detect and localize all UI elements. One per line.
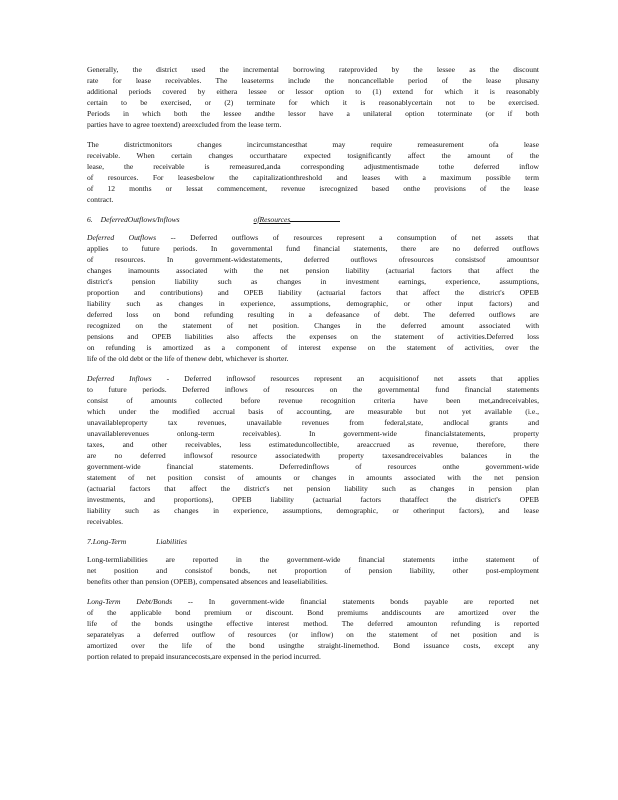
deferred-inflows-paragraph <box>87 373 539 527</box>
text-segment: - Deferred inflowsof resources represent an acquisitionof net assets that applies <box>166 374 539 383</box>
text-line: are no deferred inflowsof resource associatedwith property taxesandreceivables balances in the <box>87 451 539 460</box>
text-line: certain to be exercised, or (2) terminate for which it is reasonablycertain not to be exercised. <box>87 98 539 107</box>
text-line: investments, and proportions), OPEB liability (actuarial factors thataffect the district's OPEB <box>87 495 539 504</box>
text-line: lease, the receivable is remeasured,anda corresponding adjustmentismade tothe deferred inflow <box>87 162 539 171</box>
text-line: parties have to agree toextend) areexcluded from the lease term. <box>87 120 282 129</box>
section-6-heading <box>87 214 539 225</box>
page-content <box>87 64 539 671</box>
text-line <box>87 232 539 243</box>
text-line: life of the bonds usingthe effective interest method. The deferred amounton refunding is reported <box>87 619 539 628</box>
text-line: consist of amounts collected before revenue recognition criteria have been met,andreceivables, <box>87 396 539 405</box>
text-line: proportion and contributions) and OPEB liability (actuarial factors that affect the district's OPEB <box>87 288 539 297</box>
term-label: Long-Term Debt/Bonds <box>87 597 173 606</box>
text-line: life of the old debt or the life of thenew debt, whichever is shorter. <box>87 354 289 363</box>
text-line: unavailableproperty tax revenues, unavailable revenues from federal,state, andlocal grants and <box>87 418 539 427</box>
text-line: (actuarial factors that affect the district's net pension liability such as changes in pension plan <box>87 484 539 493</box>
text-line: Long-termliabilities are reported in the government-wide financial statements inthe statement of <box>87 555 539 564</box>
text-line: of the applicable bond premium or discount. Bond premiums anddiscounts are amortized over the <box>87 608 539 617</box>
text-line: additional periods covered by eithera lessee or lessor option to (1) extend for which it is reasonably <box>87 87 539 96</box>
text-line: net position and consistof bonds, net proportion of pension liability, other post-employment <box>87 566 539 575</box>
deferred-outflows-paragraph <box>87 232 539 364</box>
long-term-liabilities-paragraph <box>87 554 539 587</box>
text-line: changes inamounts associated with the net pension liability (actuarial factors that affect the <box>87 266 539 275</box>
text-line: benefits other than pension (OPEB), compensated absences and leaseliabilities. <box>87 577 328 586</box>
term-label: Deferred Outflows <box>87 233 157 242</box>
text-line: of resources. For leasesbelow the capitalizationthreshold and leases with a maximum possible term <box>87 173 539 182</box>
text-line: recognized on the statement of net position. Changes in the deferred amount associated with <box>87 321 539 330</box>
text-line: statement of net position consist of amounts or changes in amounts associated with the net pension <box>87 473 539 482</box>
text-line: government-wide financial statements. Deferredinflows of resources onthe government-wide <box>87 462 539 471</box>
text-line: on refunding is amortized as a component of interest expense on the statement of activities, over the <box>87 343 539 352</box>
text-line: taxes, and other receivables, less estimateduncollectible, areaccrued as revenue, therefore, there <box>87 440 539 449</box>
text-line: Periods in which both the lessee andthe lessor have a unilateral option toterminate (or if both <box>87 109 539 118</box>
section-title: Long-Term <box>92 537 127 546</box>
text-line <box>87 596 539 607</box>
text-line: contract. <box>87 195 114 204</box>
text-line: of 12 months or lessat commencement, revenue isrecognized based onthe provisions of the lease <box>87 184 539 193</box>
text-line: portion related to prepaid insurancecosts,are expensed in the period incurred. <box>87 652 321 661</box>
text-line: district's pension liability such as changes in investment earnings, experience, assumptions, <box>87 277 539 286</box>
lease-discount-paragraph <box>87 64 539 130</box>
section-title-continued: Liabilities <box>156 537 187 546</box>
section-number: 7. <box>87 537 93 546</box>
text-line <box>87 373 539 384</box>
text-line: which under the modified accrual basis of accounting, are measurable but not yet available (i.e., <box>87 407 539 416</box>
heading-underline <box>290 215 340 222</box>
text-line: deferred loss on bond refunding resulting in a defeasance of debt. The deferred outflows are <box>87 310 539 319</box>
text-line: rate for lease receivables. The leaseterms include the noncancellable period of the lease plusany <box>87 76 539 85</box>
term-label: Deferred Inflows <box>87 374 152 383</box>
text-line: amortized over the life of the bond usingthe straight-linemethod. Bond issuance costs, except any <box>87 641 539 650</box>
section-title: DeferredOutflows/Inflows <box>100 215 180 224</box>
text-line: receivable. When certain changes occurthatare expected tosignificantly affect the amount of the <box>87 151 539 160</box>
text-line: applies to future periods. In governmental fund financial statements, there are no deferred outflows <box>87 244 539 253</box>
text-line: unavailablerevenues onlong-term receivables). In government-wide financialstatements, property <box>87 429 539 438</box>
text-line: Generally, the district used the incremental borrowing rateprovided by the lessee as the discount <box>87 65 539 74</box>
text-line: receivables. <box>87 517 124 526</box>
section-title-continued: ofResources <box>253 215 291 224</box>
section-number: 6. <box>87 215 93 224</box>
text-line: of resources. In government-widestatements, deferred outflows ofresources consistsof amountsor <box>87 255 539 264</box>
section-7-heading <box>87 536 539 547</box>
text-line: pensions and OPEB liabilities also affects the expenses on the statement of activities.Deferred loss <box>87 332 539 341</box>
bonds-paragraph <box>87 596 539 662</box>
text-segment: -- In government-wide financial statements bonds payable are reported net <box>187 597 540 606</box>
lease-remeasurement-paragraph <box>87 139 539 205</box>
text-line: separatelyas a deferred outflow of resources (or inflow) on the statement of net position and is <box>87 630 539 639</box>
text-line: liability such as changes in experience, assumptions, demographic, or otherinput factors), and lease <box>87 506 539 515</box>
text-line: liability such as changes in experience, assumptions, demographic, or other input factors) and <box>87 299 539 308</box>
text-segment: -- Deferred outflows of resources represent a consumption of net assets that <box>170 233 539 242</box>
text-line: The districtmonitors changes incircumstancesthat may require remeasurement ofa lease <box>87 140 539 149</box>
text-line: to future periods. Deferred inflows of resources on the governmental fund financial statements <box>87 385 539 394</box>
